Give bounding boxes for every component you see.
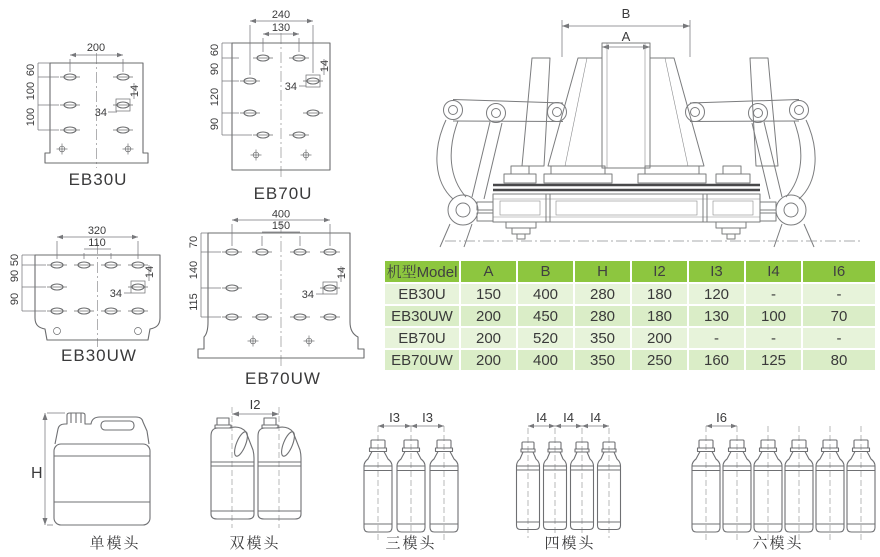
caption-single-head: 单模头 <box>89 535 141 552</box>
dim-14: 14 <box>144 265 156 279</box>
toggle-linkage-left <box>437 100 567 248</box>
cell: 520 <box>518 328 573 348</box>
cell: - <box>689 328 744 348</box>
dim-70: 70 <box>188 235 200 249</box>
cell: - <box>803 284 875 304</box>
caption-eb30uw: EB30UW <box>61 346 137 365</box>
dim-150: 150 <box>271 220 291 232</box>
dim-60: 60 <box>25 63 37 77</box>
dim-90a: 90 <box>209 62 221 76</box>
header-i2: I2 <box>632 261 687 282</box>
cell: 350 <box>575 328 630 348</box>
dimensions <box>188 210 348 317</box>
dim-140: 140 <box>188 260 200 280</box>
dim-240: 240 <box>271 9 291 21</box>
header-b: B <box>518 261 573 282</box>
cell: 280 <box>575 306 630 326</box>
header-a: A <box>461 261 516 282</box>
dim-90a: 90 <box>9 269 21 283</box>
cell: - <box>746 328 801 348</box>
header-i3: I3 <box>689 261 744 282</box>
table-header-row <box>385 261 875 282</box>
dim-100a: 100 <box>25 81 37 101</box>
dim-14: 14 <box>336 266 348 280</box>
cell: EB70UW <box>385 350 459 370</box>
cell: 70 <box>803 306 875 326</box>
dim-i6 <box>706 410 737 428</box>
header-model: 机型Model <box>385 261 459 282</box>
caption-eb70uw: EB70UW <box>245 369 321 388</box>
table-row-eb70u <box>385 328 875 348</box>
dim-i4 <box>528 410 609 428</box>
cell: 200 <box>632 328 687 348</box>
platen-drawing-eb70uw <box>185 210 385 395</box>
dim-i3-label-1: I3 <box>389 410 400 425</box>
cell: 350 <box>575 350 630 370</box>
dim-14: 14 <box>129 84 141 98</box>
dim-i4-label-2: I4 <box>563 410 574 425</box>
bottles <box>364 426 458 541</box>
dim-320: 320 <box>87 225 107 237</box>
spec-table <box>383 259 877 372</box>
dim-400: 400 <box>271 210 291 221</box>
cell: 150 <box>461 284 516 304</box>
dim-h <box>31 413 65 525</box>
header-h: H <box>575 261 630 282</box>
dim-130: 130 <box>271 22 291 34</box>
toggle-linkage-right <box>686 100 816 248</box>
tie-bar-ends <box>448 195 806 225</box>
cell: EB30UW <box>385 306 459 326</box>
columns <box>522 43 778 168</box>
quad-head-drawing <box>502 398 627 548</box>
dim-120: 120 <box>209 87 221 107</box>
dim-h-label: H <box>31 465 43 482</box>
cell: EB30U <box>385 284 459 304</box>
table-row-eb30u <box>385 284 875 304</box>
caption-double-head: 双模头 <box>229 535 281 552</box>
jug-1 <box>211 407 254 528</box>
clamp-unit-drawing <box>420 0 880 250</box>
cell: 160 <box>689 350 744 370</box>
dim-34: 34 <box>301 289 314 301</box>
cell: 400 <box>518 284 573 304</box>
cell: 130 <box>689 306 744 326</box>
jerrycan <box>54 413 150 525</box>
caption-quad-head: 四模头 <box>544 535 596 552</box>
dim-34: 34 <box>284 81 297 93</box>
header-i4: I4 <box>746 261 801 282</box>
dim-34: 34 <box>109 288 122 300</box>
cell: 400 <box>518 350 573 370</box>
mounting-slots <box>240 55 323 161</box>
caption-eb70u: EB70U <box>253 184 313 203</box>
caption-eb30u: EB30U <box>68 170 128 189</box>
dim-90b: 90 <box>209 117 221 131</box>
single-head-drawing <box>25 398 195 548</box>
dim-i2 <box>232 398 279 417</box>
cell: 125 <box>746 350 801 370</box>
bottles <box>692 426 875 541</box>
dim-60: 60 <box>209 43 221 57</box>
moving-platen <box>493 185 760 239</box>
cell: 120 <box>689 284 744 304</box>
cell: 180 <box>632 284 687 304</box>
dim-110: 110 <box>88 237 106 249</box>
cell: 250 <box>632 350 687 370</box>
table-row-eb30uw <box>385 306 875 326</box>
dim-a <box>602 29 650 50</box>
mold-pads <box>504 166 750 183</box>
dim-34: 34 <box>94 107 107 119</box>
cell: 180 <box>632 306 687 326</box>
caption-six-head: 六模头 <box>752 535 804 552</box>
cell: 200 <box>461 306 516 326</box>
dim-i3 <box>378 410 444 428</box>
caption-triple-head: 三模头 <box>385 535 437 552</box>
cell: EB70U <box>385 328 459 348</box>
cell: - <box>803 328 875 348</box>
cell: 200 <box>461 328 516 348</box>
dim-b-label: B <box>621 6 631 21</box>
table-row-eb70uw <box>385 350 875 370</box>
jug-2 <box>258 407 301 528</box>
dimensions <box>25 42 141 130</box>
dim-115: 115 <box>188 293 200 311</box>
dim-i4-label-3: I4 <box>590 410 601 425</box>
platen-drawing-eb70u <box>190 5 375 205</box>
triple-head-drawing <box>352 398 472 548</box>
dim-50: 50 <box>9 253 21 267</box>
cell: 280 <box>575 284 630 304</box>
double-head-drawing <box>198 398 323 548</box>
dim-i3-label-2: I3 <box>422 410 433 425</box>
six-head-drawing <box>688 398 880 548</box>
cell: 80 <box>803 350 875 370</box>
cell: 200 <box>461 350 516 370</box>
cell: 100 <box>746 306 801 326</box>
cell: 450 <box>518 306 573 326</box>
dim-14: 14 <box>319 59 331 73</box>
bottles <box>517 428 621 538</box>
header-i6: I6 <box>803 261 875 282</box>
dim-90b: 90 <box>9 292 21 306</box>
dim-200: 200 <box>86 42 106 54</box>
dim-i4-label-1: I4 <box>536 410 547 425</box>
cell: - <box>746 284 801 304</box>
dim-i6-label: I6 <box>716 410 727 425</box>
dim-i2-label: I2 <box>249 398 261 412</box>
dim-100b: 100 <box>25 107 37 127</box>
dim-a-label: A <box>621 29 631 44</box>
